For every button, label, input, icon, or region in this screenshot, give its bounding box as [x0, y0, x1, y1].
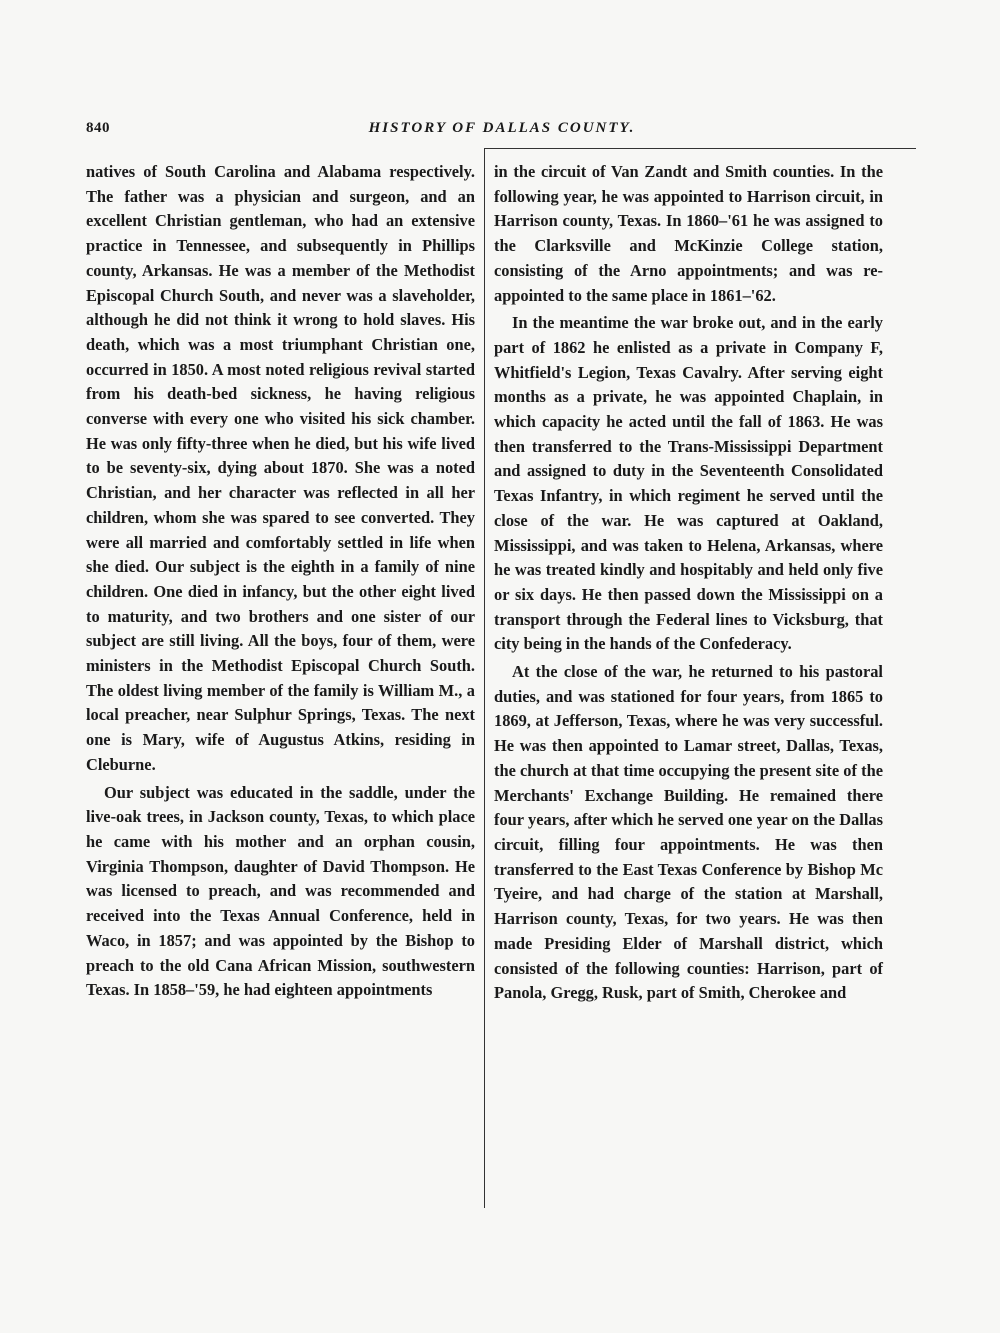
right-paragraph-1: in the circuit of Van Zandt and Smith counties. In the following year, he was appointed to Harrison circuit, in Harrison county, Texas. In 1860–'61 he was assigned to the Clarksville and McKinzie College station, consisting of the Arno appointments; and was re-appointed to the same place in 1861–'62. — [494, 162, 883, 305]
left-column — [86, 160, 475, 1006]
running-title: HISTORY OF DALLAS COUNTY. — [368, 120, 636, 136]
column-divider — [484, 148, 485, 1208]
left-paragraph-1: natives of South Carolina and Alabama respectively. The father was a physician and surgeon, and an excellent Christian gentleman, who had an extensive practice in Tennessee, and subsequently in Phillips county, Arkansas. He was a member of the Methodist Episcopal Church South, and never was a slaveholder, although he did not think it wrong to hold slaves. His death, which was a most triumphant Christian one, occurred in 1850. A most noted religious revival started from his death-bed sickness, he having religious converse with every one who visited his sick chamber. He was only fifty-three when he died, but his wife lived to be seventy-six, dying about 1870. She was a noted Christian, and her character was reflected in all her children, whom she was spared to see converted. They were all married and comfortably settled in life when she died. Our subject is the eighth in a family of nine children. One died in infancy, but the other eight lived to maturity, and two brothers and one sister of our subject are still living. All the boys, four of them, were ministers in the Methodist Episcopal Church South. The oldest living member of the family is William M., a local preacher, near Sulphur Springs, Texas. The next one is Mary, wife of Augustus Atkins, residing in Cleburne. — [86, 162, 475, 774]
right-paragraph-3: At the close of the war, he returned to his pastoral duties, and was stationed for four years, from 1865 to 1869, at Jefferson, Texas, where he was very successful. He was then appointed to Lamar street, Dallas, Texas, the church at that time occupying the present site of the Merchants' Exchange Building. He remained there four years, after which he served one year on the Dallas circuit, filling four appointments. He was then transferred to the East Texas Conference by Bishop Mc Tyeire, and had charge of the station at Marshall, Harrison county, Texas, for two years. He was then made Presiding Elder of Marshall district, which consisted of the following counties: Harrison, part of Panola, Gregg, Rusk, part of Smith, Cherokee and — [494, 662, 883, 1003]
page-header — [86, 120, 918, 144]
left-paragraph-2: Our subject was educated in the saddle, under the live-oak trees, in Jackson county, Texas, to which place he came with his mother and an orphan cousin, Virginia Thompson, daughter of David Thompson. He was licensed to preach, and was recommended and received into the Texas Annual Conference, held in Waco, in 1857; and was appointed by the Bishop to preach to the old Cana African Mission, southwestern Texas. In 1858–'59, he had eighteen appointments — [86, 782, 475, 1000]
header-rule — [484, 148, 916, 149]
right-paragraph-2: In the meantime the war broke out, and in the early part of 1862 he enlisted as a private in Company F, Whitfield's Legion, Texas Cavalry. After serving eight months as a private, he was appointed Chaplain, in which capacity he acted until the fall of 1863. He was then transferred to the Trans-Mississippi Department and assigned to duty in the Seventeenth Consolidated Texas Infantry, in which regiment he served until the close of the war. He was captured at Oakland, Mississippi, and was taken to Helena, Arkansas, where he was treated kindly and hospitably and held only five or six days. He then passed down the Mississippi on a transport through the Federal lines to Vicksburg, that city being in the hands of the Confederacy. — [494, 313, 883, 654]
right-column — [494, 160, 883, 1009]
page-number: 840 — [86, 120, 110, 136]
